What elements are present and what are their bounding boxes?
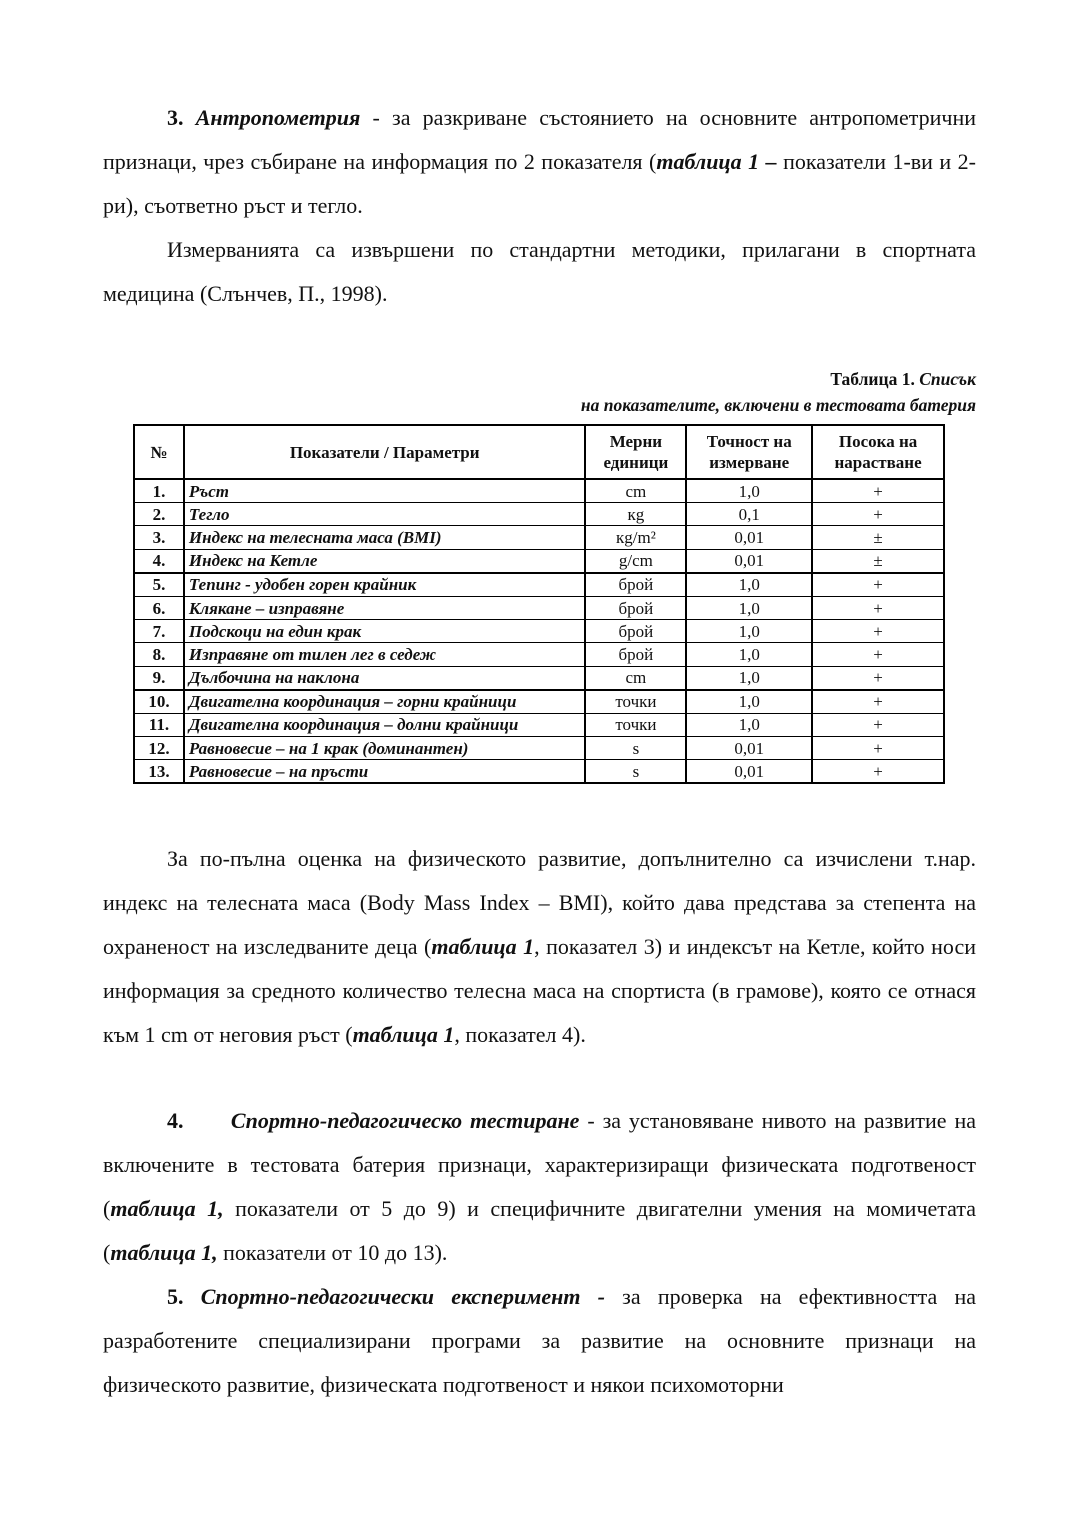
- bmi-text-a: За по-пълна оценка на физическото развитие, допълнително са изчислени т.нар. индекс на телесната маса (Body Mass Index – BMI), който дава представа за степента на охраненост на изследваните деца (: [103, 846, 976, 959]
- row-direction: +: [812, 737, 944, 760]
- section-4-number: 4.: [167, 1108, 184, 1133]
- section-4-paragraph: [103, 1099, 976, 1275]
- row-unit: cm: [585, 479, 686, 503]
- indicators-table: [133, 424, 945, 784]
- row-accuracy: 1,0: [686, 596, 812, 619]
- row-unit: точки: [585, 713, 686, 736]
- section-5-paragraph: [103, 1275, 976, 1407]
- table-row: [134, 573, 944, 597]
- row-accuracy: 1,0: [686, 643, 812, 666]
- row-unit: cm: [585, 666, 686, 690]
- row-number: 7.: [134, 620, 184, 643]
- section-3-table-ref: таблица 1 –: [656, 149, 777, 174]
- table-row: [134, 503, 944, 526]
- row-accuracy: 1,0: [686, 620, 812, 643]
- row-accuracy: 0,01: [686, 526, 812, 549]
- section-5-number: 5.: [167, 1284, 184, 1309]
- header-direction: Посока на нарастване: [812, 425, 944, 479]
- row-number: 8.: [134, 643, 184, 666]
- row-unit: s: [585, 760, 686, 784]
- section-4-text-a: - за установяване нивото на развитие на включените в тестовата батерия признаци, характеризиращи физическата подготвеност (: [103, 1108, 977, 1221]
- row-indicator: Тепинг - удобен горен крайник: [184, 573, 586, 597]
- row-indicator: Клякане – изправяне: [184, 596, 586, 619]
- table-row: [134, 737, 944, 760]
- row-indicator: Изправяне от тилен лег в седеж: [184, 643, 586, 666]
- row-accuracy: 1,0: [686, 713, 812, 736]
- bmi-paragraph: [103, 837, 976, 1057]
- row-direction: +: [812, 643, 944, 666]
- table-caption-line-2: [581, 393, 976, 417]
- table-caption-title-1: Списък: [919, 369, 976, 389]
- row-number: 4.: [134, 549, 184, 573]
- table-row: [134, 643, 944, 666]
- row-unit: брой: [585, 573, 686, 597]
- row-direction: +: [812, 596, 944, 619]
- row-unit: брой: [585, 620, 686, 643]
- table-row: [134, 479, 944, 503]
- row-direction: +: [812, 760, 944, 784]
- row-indicator: Ръст: [184, 479, 586, 503]
- row-indicator: Двигателна координация – долни крайници: [184, 713, 586, 736]
- header-indicator: Показатели / Параметри: [184, 425, 586, 479]
- row-unit: брой: [585, 643, 686, 666]
- row-direction: +: [812, 666, 944, 690]
- row-indicator: Равновесие – на 1 крак (доминантен): [184, 737, 586, 760]
- row-number: 10.: [134, 690, 184, 714]
- row-indicator: Индекс на телесната маса (BMI): [184, 526, 586, 549]
- row-indicator: Тегло: [184, 503, 586, 526]
- row-indicator: Подскоци на един крак: [184, 620, 586, 643]
- row-direction: +: [812, 713, 944, 736]
- section-5-title: Спортно-педагогически експеримент -: [200, 1284, 605, 1309]
- section-3-text-a: - за разкриване състоянието на основните антропометрични признаци, чрез събиране на информация по 2 показателя (: [103, 105, 976, 174]
- row-unit: кg: [585, 503, 686, 526]
- row-number: 5.: [134, 573, 184, 597]
- section-3-number: 3.: [167, 105, 184, 130]
- row-number: 13.: [134, 760, 184, 784]
- row-direction: +: [812, 620, 944, 643]
- row-number: 3.: [134, 526, 184, 549]
- row-direction: ±: [812, 526, 944, 549]
- row-accuracy: 0,01: [686, 737, 812, 760]
- row-unit: g/cm: [585, 549, 686, 573]
- table-row: [134, 666, 944, 690]
- row-number: 6.: [134, 596, 184, 619]
- row-accuracy: 1,0: [686, 479, 812, 503]
- row-direction: +: [812, 503, 944, 526]
- table-row: [134, 549, 944, 573]
- bmi-text-c: , показател 4).: [454, 1022, 586, 1047]
- measurements-paragraph: Измерванията са извършени по стандартни методики, прилагани в спортната медицина (Слънчев, П., 1998).: [103, 237, 976, 306]
- row-accuracy: 0,1: [686, 503, 812, 526]
- table-row: [134, 690, 944, 714]
- section-3-title: Антропометрия: [195, 105, 361, 130]
- row-direction: +: [812, 573, 944, 597]
- row-number: 12.: [134, 737, 184, 760]
- table-row: [134, 526, 944, 549]
- section-5-text-a: за проверка на ефективността на разработените специализирани програми за развитие на основните признаци на физическото развитие, физическата подготвеност и някои психомоторни: [103, 1284, 976, 1397]
- row-number: 11.: [134, 713, 184, 736]
- row-indicator: Двигателна координация – горни крайници: [184, 690, 586, 714]
- section-4-text-b: показатели от 5 до 9) и специфичните двигателни умения на момичетата (: [103, 1196, 976, 1265]
- row-number: 9.: [134, 666, 184, 690]
- row-unit: точки: [585, 690, 686, 714]
- row-unit: кg/m²: [585, 526, 686, 549]
- row-number: 1.: [134, 479, 184, 503]
- section-3-paragraph: [103, 96, 976, 228]
- table-row: [134, 596, 944, 619]
- row-unit: s: [585, 737, 686, 760]
- row-accuracy: 1,0: [686, 666, 812, 690]
- bmi-table-ref-1: таблица 1: [431, 934, 535, 959]
- table-caption-line-1: [830, 367, 976, 391]
- row-direction: +: [812, 479, 944, 503]
- section-4-table-ref-2: таблица 1,: [110, 1240, 218, 1265]
- table-row: [134, 713, 944, 736]
- row-number: 2.: [134, 503, 184, 526]
- section-3-text-b: показатели 1-ви и 2-ри), съответно ръст и тегло.: [103, 149, 976, 218]
- row-indicator: Дълбочина на наклона: [184, 666, 586, 690]
- header-accuracy: Точност на измерване: [686, 425, 812, 479]
- row-direction: ±: [812, 549, 944, 573]
- row-direction: +: [812, 690, 944, 714]
- header-units: Мерни единици: [585, 425, 686, 479]
- table-row: [134, 760, 944, 784]
- bmi-table-ref-2: таблица 1: [352, 1022, 455, 1047]
- table-caption-label: Таблица 1.: [830, 369, 915, 389]
- section-4-table-ref-1: таблица 1,: [110, 1196, 224, 1221]
- table-caption-title-2: на показателите, включени в тестовата батерия: [580, 395, 976, 415]
- row-unit: брой: [585, 596, 686, 619]
- row-accuracy: 1,0: [686, 573, 812, 597]
- row-accuracy: 0,01: [686, 760, 812, 784]
- row-indicator: Индекс на Кетле: [184, 549, 586, 573]
- header-number: №: [134, 425, 184, 479]
- table-header-row: [134, 425, 944, 479]
- row-accuracy: 1,0: [686, 690, 812, 714]
- table-row: [134, 620, 944, 643]
- bmi-text-b: , показател 3) и индексът на Кетле, който носи информация за средното количество телесна маса на спортиста (в грамове), която се отнася към 1 cm от неговия ръст (: [103, 934, 976, 1047]
- row-indicator: Равновесие – на пръсти: [184, 760, 586, 784]
- section-4-title: Спортно-педагогическо тестиране: [230, 1108, 580, 1133]
- row-accuracy: 0,01: [686, 549, 812, 573]
- section-4-text-c: показатели от 10 до 13).: [217, 1240, 448, 1265]
